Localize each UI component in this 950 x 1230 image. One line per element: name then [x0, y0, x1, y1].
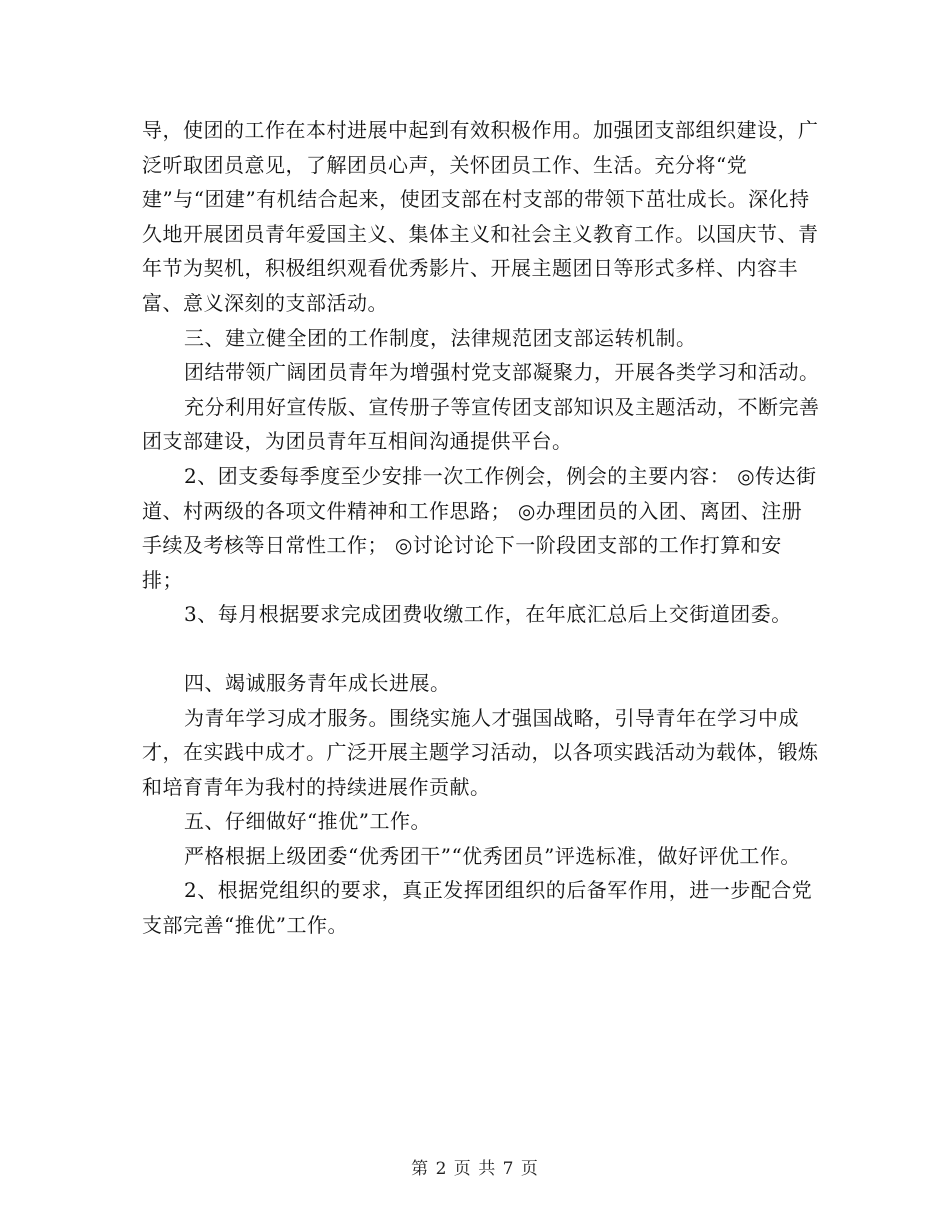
paragraph-continuation: 导，使团的工作在本村进展中起到有效积极作用。加强团支部组织建设，广泛听取团员意见，了解团员心声，关怀团员工作、生活。充分将“党建”与“团建”有机结合起来，使团支部在村支部的带领下茁壮成长。深化持久地开展团员青年爱国主义、集体主义和社会主义教育工作。以国庆节、青年节为契机，积极组织观看优秀影片、开展主题团日等形式多样、内容丰富、意义深刻的支部活动。 — [142, 118, 819, 315]
paragraph-list-item-2: 2、团支委每季度至少安排一次工作例会，例会的主要内容： ◎传达街道、村两级的各项文件精神和工作思路； ◎办理团员的入团、离团、注册手续及考核等日常性工作； ◎讨论讨论下一阶段团支部的工作打算和安排； — [142, 463, 817, 592]
paragraph: 严格根据上级团委“优秀团干”“优秀团员”评选标准，做好评优工作。 — [184, 843, 801, 868]
document-body — [142, 113, 822, 943]
paragraph-list-item-3: 3、每月根据要求完成团费收缴工作，在年底汇总后上交街道团委。 — [184, 602, 792, 627]
paragraph-list-item-2: 2、根据党组织的要求，真正发挥团组织的后备军作用，进一步配合党支部完善“推优”工作。 — [142, 878, 813, 938]
paragraph: 团结带领广阔团员青年为增强村党支部凝聚力，开展各类学习和活动。 — [184, 360, 820, 385]
section-heading-4: 四、竭诚服务青年成长进展。 — [184, 670, 451, 695]
paragraph: 为青年学习成才服务。围绕实施人才强国战略，引导青年在学习中成才，在实践中成才。广泛开展主题学习活动，以各项实践活动为载体，锻炼和培育青年为我村的持续进展作贡献。 — [142, 705, 819, 799]
page-number-footer: 第 2 页 共 7 页 — [411, 1159, 539, 1179]
section-heading-5: 五、仔细做好“推优”工作。 — [184, 809, 431, 834]
paragraph: 充分利用好宣传版、宣传册子等宣传团支部知识及主题活动，不断完善团支部建设，为团员青年互相间沟通提供平台。 — [142, 394, 820, 454]
section-heading-3: 三、建立健全团的工作制度，法律规范团支部运转机制。 — [184, 325, 697, 350]
blank-line — [142, 632, 822, 666]
